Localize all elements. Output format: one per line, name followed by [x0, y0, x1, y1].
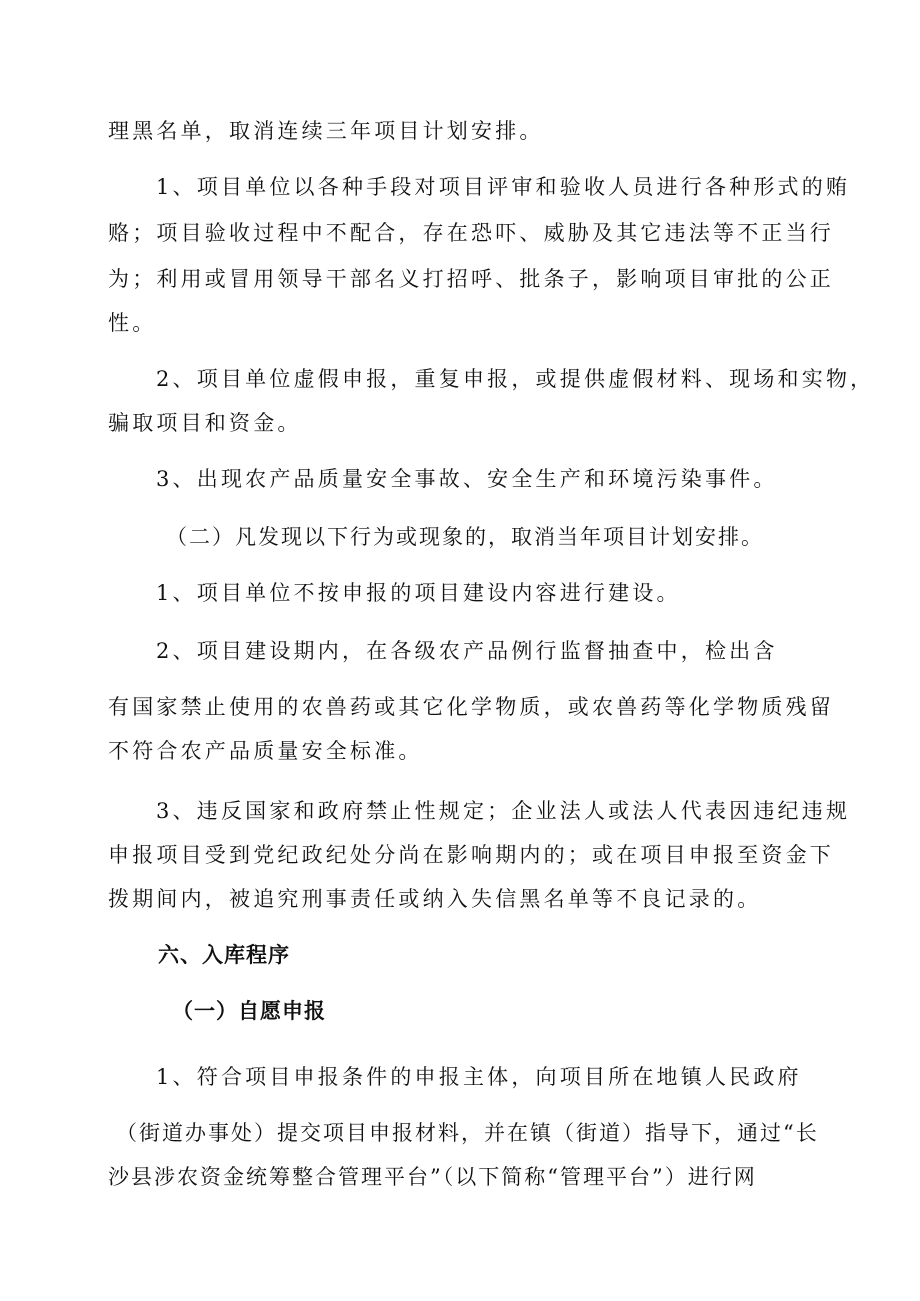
paragraph-line: 1、符合项目申报条件的申报主体，向项目所在地镇人民政府	[156, 1065, 802, 1089]
paragraph-line: 理黑名单，取消连续三年项目计划安排。	[108, 119, 544, 143]
paragraph-line: 性。	[108, 311, 157, 335]
paragraph-line: 有国家禁止使用的农兽药或其它化学物质，或农兽药等化学物质残留	[108, 695, 834, 719]
paragraph-line: 3、出现农产品质量安全事故、安全生产和环境污染事件。	[156, 467, 778, 491]
section-subheading: （一）自愿申报	[172, 999, 326, 1023]
paragraph-line: 赂；项目验收过程中不配合，存在恐吓、威胁及其它违法等不正当行	[108, 221, 834, 245]
paragraph-line: 3、违反国家和政府禁止性规定；企业法人或法人代表因违纪违规	[156, 799, 851, 823]
section-subheading: （二）凡发现以下行为或现象的，取消当年项目计划安排。	[166, 525, 764, 549]
paragraph-line: 1、项目单位不按申报的项目建设内容进行建设。	[156, 581, 681, 605]
paragraph-line: 拨期间内，被追究刑事责任或纳入失信黑名单等不良记录的。	[108, 887, 762, 911]
paragraph-line: 沙县涉农资金统筹整合管理平台”（以下简称“管理平台”）进行网	[108, 1165, 757, 1189]
paragraph-line: 骗取项目和资金。	[108, 411, 302, 435]
paragraph-line: （街道办事处）提交项目申报材料，并在镇（街道）指导下，通过“长	[116, 1121, 819, 1145]
paragraph-line: 为；利用或冒用领导干部名义打招呼、批条子，影响项目审批的公正	[108, 267, 834, 291]
paragraph-line: 2、项目建设期内，在各级农产品例行监督抽查中，检出含	[156, 639, 778, 663]
paragraph-line: 2、项目单位虚假申报，重复申报，或提供虚假材料、现场和实物，	[156, 367, 875, 391]
paragraph-line: 不符合农产品质量安全标准。	[108, 739, 423, 763]
section-heading: 六、入库程序	[158, 943, 290, 967]
paragraph-line: 申报项目受到党纪政纪处分尚在影响期内的；或在项目申报至资金下	[108, 843, 834, 867]
paragraph-line: 1、项目单位以各种手段对项目评审和验收人员进行各种形式的贿	[156, 175, 851, 199]
